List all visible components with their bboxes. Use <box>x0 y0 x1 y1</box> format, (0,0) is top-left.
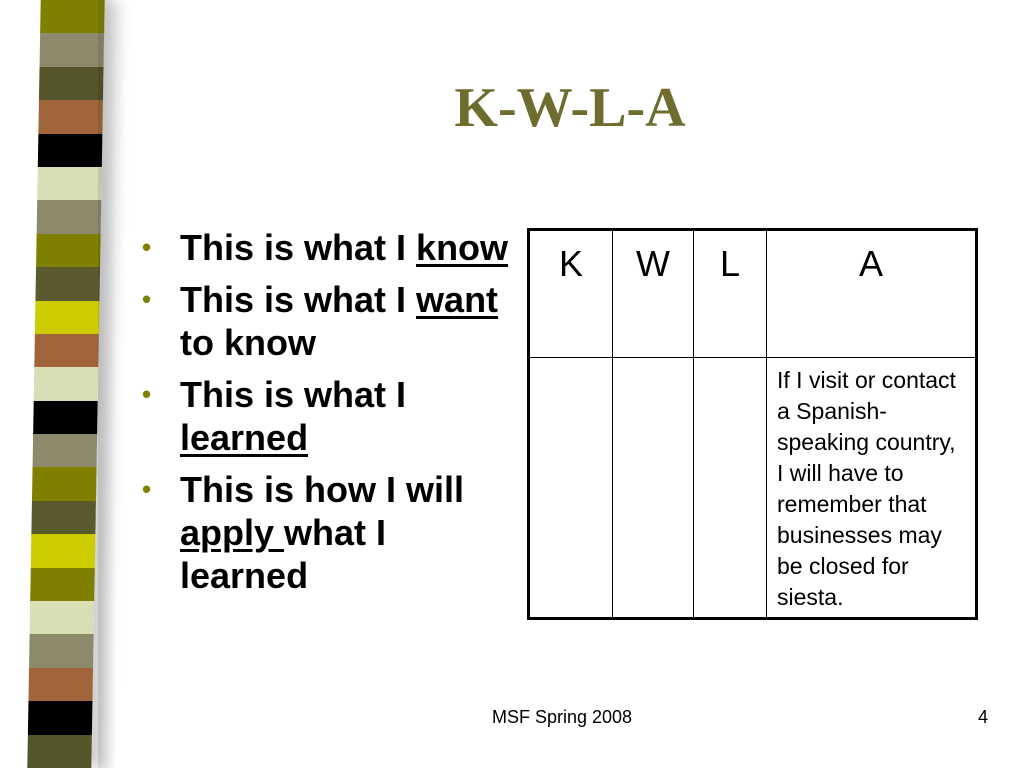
stripe-segment <box>34 334 99 368</box>
decorative-stripe-bar <box>27 0 104 768</box>
footer-label: MSF Spring 2008 <box>491 707 633 727</box>
cell-a <box>767 358 977 619</box>
bullet-item-learned <box>140 373 510 459</box>
stripe-segment <box>38 100 103 134</box>
slide-title: K-W-L-A <box>454 77 686 139</box>
header-a: A <box>767 230 977 358</box>
bullet-keyword: apply <box>180 512 285 553</box>
bullet-text: to know <box>180 322 316 363</box>
bullet-keyword: learned <box>180 417 309 458</box>
header-k: K <box>529 230 613 358</box>
bullet-text: This is what I <box>180 279 417 320</box>
cell-k <box>529 358 613 619</box>
stripe-segment <box>40 33 105 67</box>
header-l: L <box>694 230 767 358</box>
stripe-bar-shadow <box>98 0 116 768</box>
stripe-segment <box>32 467 97 501</box>
page-number: 4 <box>977 707 988 727</box>
stripe-segment <box>27 735 92 768</box>
stripe-segment <box>36 234 101 268</box>
cell-w <box>613 358 694 619</box>
kwla-table <box>527 228 978 620</box>
bullet-text: what I learned <box>180 512 387 596</box>
stripe-segment <box>33 434 98 468</box>
stripe-segment <box>29 634 94 668</box>
bullet-dot-icon: • <box>142 232 152 262</box>
stripe-segment <box>30 568 95 602</box>
bullet-dot-icon: • <box>142 284 152 314</box>
stripe-segment <box>37 200 102 234</box>
stripe-segment <box>30 601 95 635</box>
stripe-segment <box>34 367 99 401</box>
bullet-keyword: know <box>416 227 509 268</box>
bullet-item-apply <box>140 468 510 597</box>
stripe-segment <box>39 67 104 101</box>
bullet-dot-icon: • <box>142 474 152 504</box>
bullet-text: This is what I <box>180 227 417 268</box>
stripe-segment <box>37 167 102 201</box>
cell-a-text: If I visit or contact a Spanish-speaking country, I will have to remember that businesses may be closed for siesta. <box>777 367 956 610</box>
stripe-segment <box>35 301 100 335</box>
table-header-row <box>529 230 977 358</box>
stripe-segment <box>33 401 98 435</box>
bullet-item-want <box>140 278 510 364</box>
stripe-segment <box>31 534 96 568</box>
header-w: W <box>613 230 694 358</box>
bullet-text: This is how I will <box>180 469 465 510</box>
bullet-text: This is what I <box>180 374 407 415</box>
stripe-segment <box>35 267 100 301</box>
table-row <box>529 358 977 619</box>
stripe-segment <box>38 134 103 168</box>
bullet-item-know <box>140 226 510 269</box>
bullet-keyword: want <box>416 279 499 320</box>
stripe-segment <box>28 668 93 702</box>
stripe-segment <box>40 0 105 34</box>
bullet-dot-icon: • <box>142 379 152 409</box>
stripe-segment <box>31 501 96 535</box>
bullet-list <box>140 226 510 606</box>
cell-l <box>694 358 767 619</box>
